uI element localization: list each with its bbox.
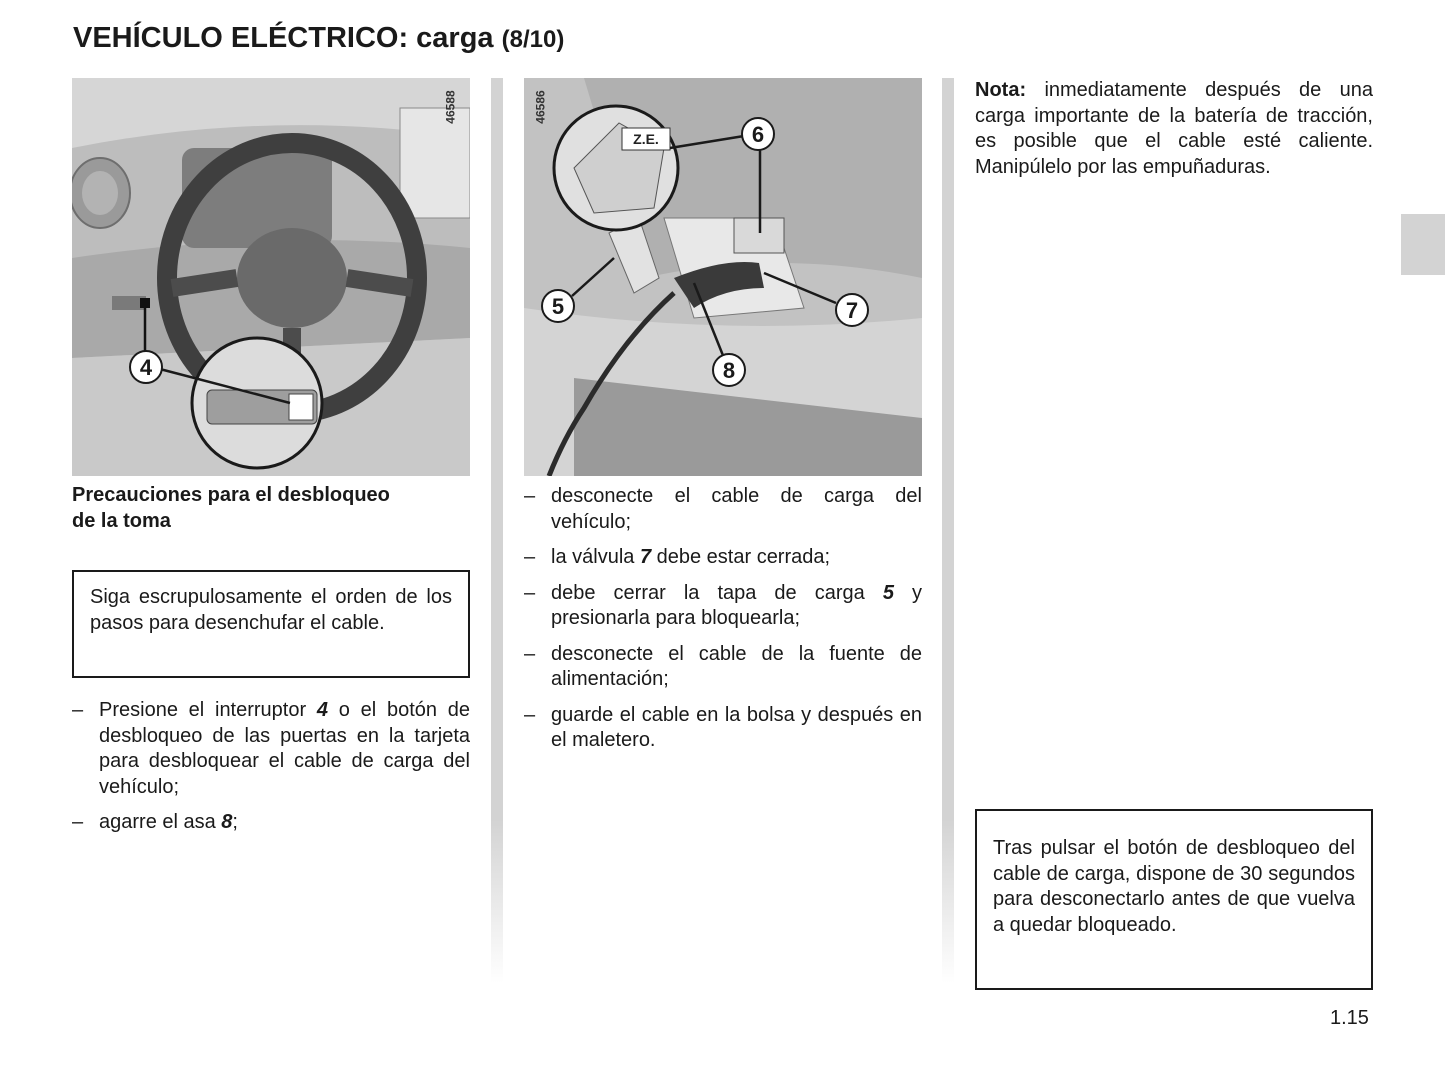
section-heading	[72, 482, 470, 534]
column-separator	[942, 78, 954, 983]
title-page-of: (8/10)	[501, 26, 565, 53]
figure-number: 46586	[533, 90, 548, 124]
svg-text:4: 4	[139, 355, 153, 380]
unlock-steps-list	[72, 698, 470, 836]
callout-8	[713, 354, 745, 386]
svg-text:8: 8	[722, 358, 736, 383]
warning-box: Siga escrupulosamente el orden de los pasos para desenchufar el cable.	[72, 570, 470, 678]
page-number: 1.15	[1330, 1007, 1369, 1029]
list-item: – desconecte el cable de carga del vehículo;	[524, 485, 922, 533]
section-tab	[1401, 214, 1445, 275]
charging-port-figure	[524, 78, 922, 476]
callout-6	[742, 118, 774, 150]
svg-text:7: 7	[845, 298, 859, 323]
ze-badge: Z.E.	[633, 131, 659, 147]
svg-text:6: 6	[751, 122, 765, 147]
column-right	[975, 78, 1373, 180]
section-heading-line1: Precauciones para el desbloqueo	[72, 484, 390, 506]
disconnect-steps-list	[524, 484, 922, 754]
column-left	[72, 78, 470, 846]
column-separator	[491, 78, 503, 983]
svg-text:5: 5	[551, 294, 565, 319]
list-item: – agarre el asa 8;	[72, 811, 238, 833]
note-text: inmediatamente después de una carga importante de la batería de tracción, es posible que el cable esté caliente. Manipúlelo por las empuñaduras.	[975, 79, 1373, 178]
figure-number: 46588	[443, 90, 458, 124]
list-item: – debe cerrar la tapa de carga 5 y presionarla para bloquearla;	[524, 581, 923, 629]
list-item: – guarde el cable en la bolsa y después en el maletero.	[524, 703, 922, 751]
callout-5	[542, 290, 574, 322]
title-text: VEHÍCULO ELÉCTRICO: carga	[73, 22, 494, 54]
section-heading-line2: de la toma	[72, 510, 171, 532]
list-item: – Presione el interruptor 4 o el botón de desbloqueo de las puertas en la tarjeta para desbloquear el cable de carga del vehículo;	[72, 699, 471, 798]
charging-port-illustration	[524, 78, 922, 476]
note-label: Nota:	[975, 79, 1027, 101]
list-item: – la válvula 7 debe estar cerrada;	[524, 546, 831, 568]
callout-7	[836, 294, 868, 326]
callout-4	[130, 351, 162, 383]
column-middle	[524, 78, 922, 764]
note-paragraph	[975, 78, 1373, 180]
info-box: Tras pulsar el botón de desbloqueo del cable de carga, dispone de 30 segundos para desconectarlo antes de que vuelva a quedar bloqueado.	[975, 809, 1373, 990]
dashboard-illustration	[72, 78, 470, 476]
list-item: – desconecte el cable de la fuente de alimentación;	[524, 642, 922, 690]
page-title	[73, 22, 564, 55]
dashboard-figure	[72, 78, 470, 476]
